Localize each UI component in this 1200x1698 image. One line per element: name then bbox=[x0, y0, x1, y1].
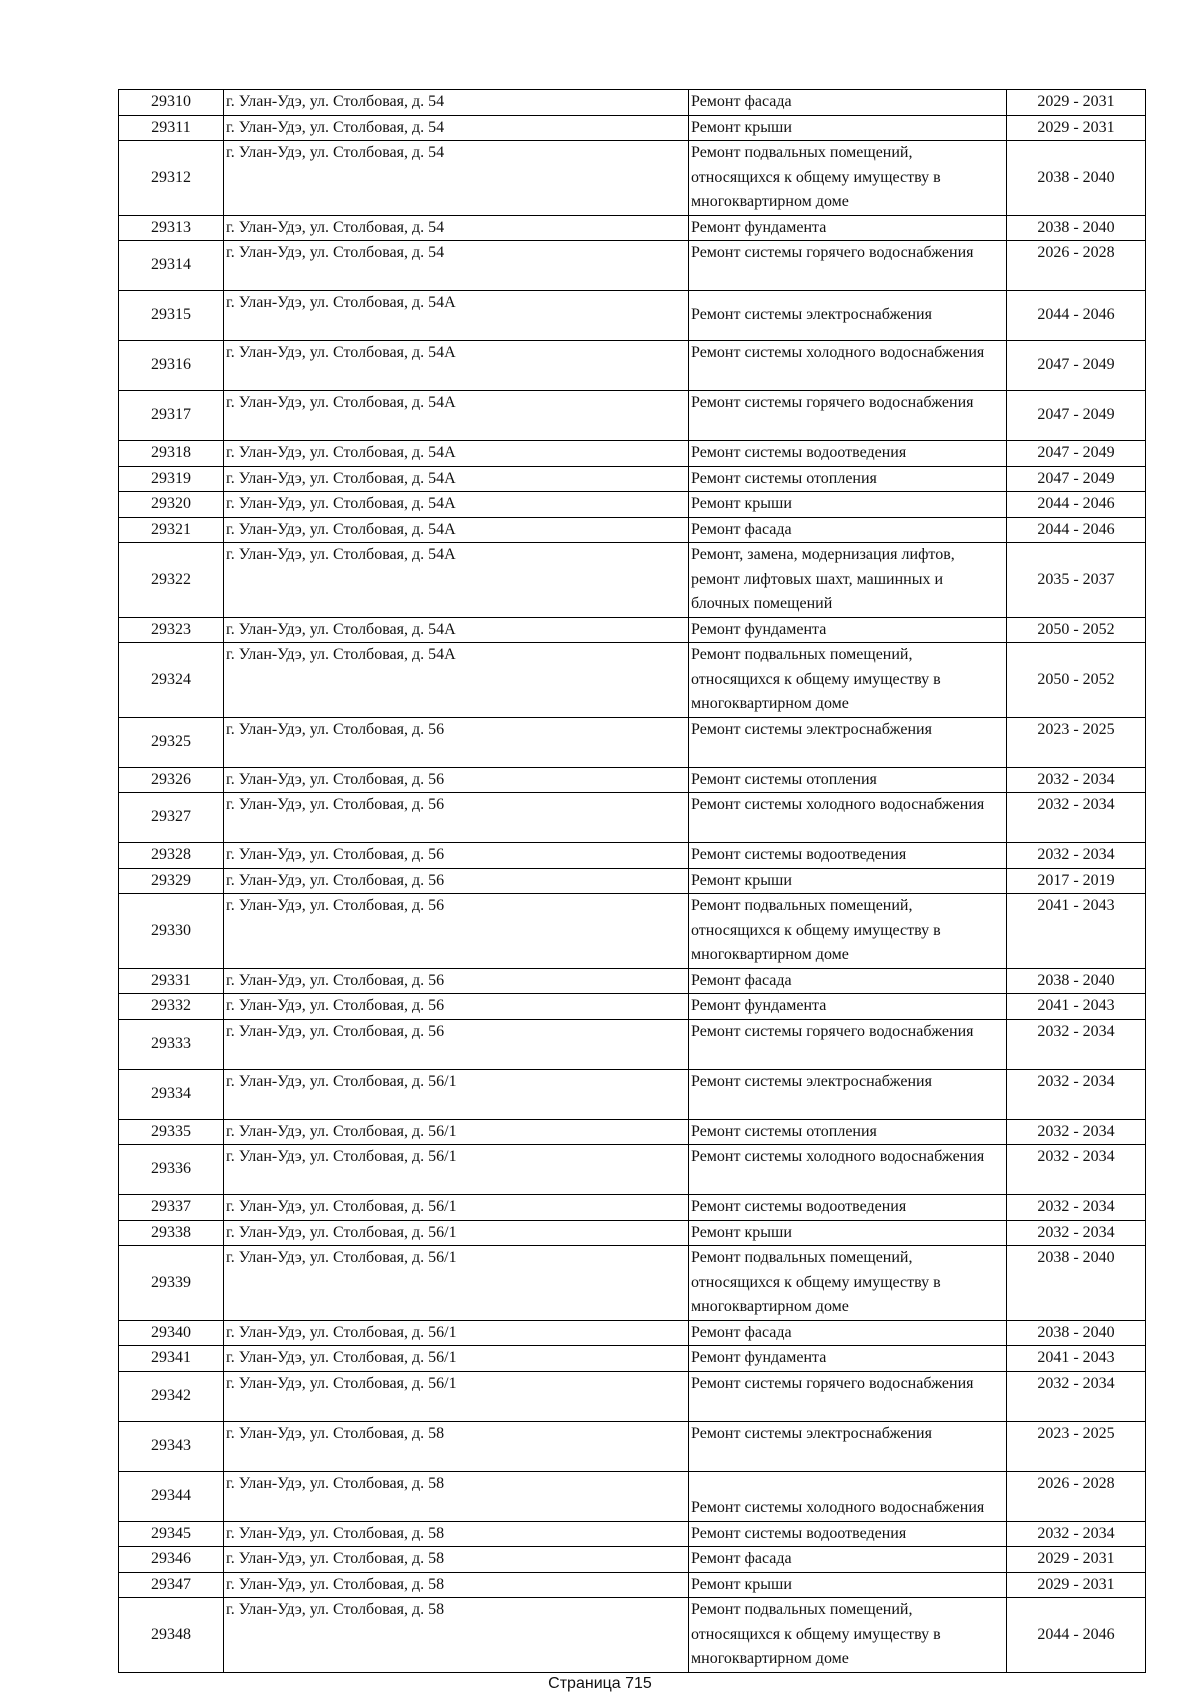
address-cell: г. Улан-Удэ, ул. Столбовая, д. 56 bbox=[224, 994, 689, 1020]
table-row bbox=[119, 291, 1146, 341]
period-cell: 2023 - 2025 bbox=[1007, 717, 1146, 767]
address-cell: г. Улан-Удэ, ул. Столбовая, д. 56/1 bbox=[224, 1371, 689, 1421]
row-number-cell: 29318 bbox=[119, 441, 224, 467]
period-cell: 2047 - 2049 bbox=[1007, 341, 1146, 391]
table-row bbox=[119, 141, 1146, 216]
period-cell: 2047 - 2049 bbox=[1007, 391, 1146, 441]
address-cell: г. Улан-Удэ, ул. Столбовая, д. 54А bbox=[224, 543, 689, 618]
table-row bbox=[119, 1521, 1146, 1547]
row-number-cell: 29316 bbox=[119, 341, 224, 391]
table-row bbox=[119, 1195, 1146, 1221]
row-number-cell: 29345 bbox=[119, 1521, 224, 1547]
period-cell: 2032 - 2034 bbox=[1007, 1019, 1146, 1069]
period-cell: 2038 - 2040 bbox=[1007, 215, 1146, 241]
address-cell: г. Улан-Удэ, ул. Столбовая, д. 58 bbox=[224, 1471, 689, 1521]
table-row bbox=[119, 1346, 1146, 1372]
work-type-cell: Ремонт фундамента bbox=[689, 994, 1007, 1020]
work-type-cell: Ремонт фасада bbox=[689, 1547, 1007, 1573]
row-number-cell: 29311 bbox=[119, 115, 224, 141]
period-cell: 2047 - 2049 bbox=[1007, 466, 1146, 492]
period-cell: 2032 - 2034 bbox=[1007, 1371, 1146, 1421]
address-cell: г. Улан-Удэ, ул. Столбовая, д. 56/1 bbox=[224, 1246, 689, 1321]
address-cell: г. Улан-Удэ, ул. Столбовая, д. 56/1 bbox=[224, 1346, 689, 1372]
table-row bbox=[119, 492, 1146, 518]
table-row bbox=[119, 1246, 1146, 1321]
table-row bbox=[119, 617, 1146, 643]
address-cell: г. Улан-Удэ, ул. Столбовая, д. 54 bbox=[224, 241, 689, 291]
work-type-cell: Ремонт системы водоотведения bbox=[689, 441, 1007, 467]
address-cell: г. Улан-Удэ, ул. Столбовая, д. 56/1 bbox=[224, 1145, 689, 1195]
work-type-cell: Ремонт системы горячего водоснабжения bbox=[689, 391, 1007, 441]
work-type-cell: Ремонт, замена, модернизация лифтов, ремонт лифтовых шахт, машинных и блочных помещений bbox=[689, 543, 1007, 618]
address-cell: г. Улан-Удэ, ул. Столбовая, д. 56/1 bbox=[224, 1069, 689, 1119]
address-cell: г. Улан-Удэ, ул. Столбовая, д. 58 bbox=[224, 1572, 689, 1598]
period-cell: 2032 - 2034 bbox=[1007, 767, 1146, 793]
row-number-cell: 29340 bbox=[119, 1320, 224, 1346]
address-cell: г. Улан-Удэ, ул. Столбовая, д. 54А bbox=[224, 492, 689, 518]
work-type-cell: Ремонт системы горячего водоснабжения bbox=[689, 1019, 1007, 1069]
period-cell: 2032 - 2034 bbox=[1007, 843, 1146, 869]
period-cell: 2050 - 2052 bbox=[1007, 617, 1146, 643]
work-type-cell: Ремонт системы водоотведения bbox=[689, 843, 1007, 869]
period-cell: 2044 - 2046 bbox=[1007, 1598, 1146, 1673]
page-number: Страница 715 bbox=[548, 1675, 652, 1692]
address-cell: г. Улан-Удэ, ул. Столбовая, д. 54 bbox=[224, 215, 689, 241]
row-number-cell: 29348 bbox=[119, 1598, 224, 1673]
address-cell: г. Улан-Удэ, ул. Столбовая, д. 56 bbox=[224, 1019, 689, 1069]
work-type-cell: Ремонт системы водоотведения bbox=[689, 1195, 1007, 1221]
period-cell: 2041 - 2043 bbox=[1007, 1346, 1146, 1372]
work-type-cell: Ремонт фасада bbox=[689, 1320, 1007, 1346]
row-number-cell: 29324 bbox=[119, 643, 224, 718]
work-type-cell: Ремонт системы отопления bbox=[689, 466, 1007, 492]
address-cell: г. Улан-Удэ, ул. Столбовая, д. 54А bbox=[224, 466, 689, 492]
period-cell: 2029 - 2031 bbox=[1007, 1572, 1146, 1598]
table-row bbox=[119, 1019, 1146, 1069]
period-cell: 2038 - 2040 bbox=[1007, 1320, 1146, 1346]
row-number-cell: 29323 bbox=[119, 617, 224, 643]
period-cell: 2032 - 2034 bbox=[1007, 1521, 1146, 1547]
period-cell: 2032 - 2034 bbox=[1007, 793, 1146, 843]
table-row bbox=[119, 466, 1146, 492]
work-type-cell: Ремонт фундамента bbox=[689, 1346, 1007, 1372]
row-number-cell: 29314 bbox=[119, 241, 224, 291]
work-type-cell: Ремонт фундамента bbox=[689, 215, 1007, 241]
period-cell: 2029 - 2031 bbox=[1007, 115, 1146, 141]
row-number-cell: 29333 bbox=[119, 1019, 224, 1069]
address-cell: г. Улан-Удэ, ул. Столбовая, д. 58 bbox=[224, 1598, 689, 1673]
address-cell: г. Улан-Удэ, ул. Столбовая, д. 54 bbox=[224, 141, 689, 216]
period-cell: 2029 - 2031 bbox=[1007, 90, 1146, 116]
period-cell: 2017 - 2019 bbox=[1007, 868, 1146, 894]
row-number-cell: 29335 bbox=[119, 1119, 224, 1145]
address-cell: г. Улан-Удэ, ул. Столбовая, д. 54 bbox=[224, 90, 689, 116]
row-number-cell: 29328 bbox=[119, 843, 224, 869]
table-row bbox=[119, 341, 1146, 391]
table-row bbox=[119, 968, 1146, 994]
address-cell: г. Улан-Удэ, ул. Столбовая, д. 56/1 bbox=[224, 1119, 689, 1145]
address-cell: г. Улан-Удэ, ул. Столбовая, д. 54А bbox=[224, 441, 689, 467]
work-type-cell: Ремонт крыши bbox=[689, 115, 1007, 141]
address-cell: г. Улан-Удэ, ул. Столбовая, д. 56/1 bbox=[224, 1220, 689, 1246]
period-cell: 2032 - 2034 bbox=[1007, 1069, 1146, 1119]
work-type-cell: Ремонт системы отопления bbox=[689, 767, 1007, 793]
address-cell: г. Улан-Удэ, ул. Столбовая, д. 54А bbox=[224, 643, 689, 718]
row-number-cell: 29320 bbox=[119, 492, 224, 518]
table-row bbox=[119, 1119, 1146, 1145]
row-number-cell: 29327 bbox=[119, 793, 224, 843]
table-row bbox=[119, 793, 1146, 843]
table-row bbox=[119, 90, 1146, 116]
work-type-cell: Ремонт системы электроснабжения bbox=[689, 1421, 1007, 1471]
period-cell: 2038 - 2040 bbox=[1007, 141, 1146, 216]
row-number-cell: 29344 bbox=[119, 1471, 224, 1521]
work-type-cell: Ремонт фасада bbox=[689, 517, 1007, 543]
table-row bbox=[119, 894, 1146, 969]
period-cell: 2044 - 2046 bbox=[1007, 517, 1146, 543]
address-cell: г. Улан-Удэ, ул. Столбовая, д. 58 bbox=[224, 1521, 689, 1547]
table-row bbox=[119, 1421, 1146, 1471]
row-number-cell: 29342 bbox=[119, 1371, 224, 1421]
table-row bbox=[119, 1220, 1146, 1246]
address-cell: г. Улан-Удэ, ул. Столбовая, д. 54А bbox=[224, 341, 689, 391]
address-cell: г. Улан-Удэ, ул. Столбовая, д. 56 bbox=[224, 868, 689, 894]
row-number-cell: 29319 bbox=[119, 466, 224, 492]
work-type-cell: Ремонт системы холодного водоснабжения bbox=[689, 1471, 1007, 1521]
table-row bbox=[119, 1320, 1146, 1346]
address-cell: г. Улан-Удэ, ул. Столбовая, д. 56/1 bbox=[224, 1195, 689, 1221]
work-type-cell: Ремонт подвальных помещений, относящихся к общему имуществу в многоквартирном доме bbox=[689, 1598, 1007, 1673]
repair-schedule-table bbox=[118, 89, 1146, 1673]
work-type-cell: Ремонт подвальных помещений, относящихся к общему имуществу в многоквартирном доме bbox=[689, 643, 1007, 718]
table-row bbox=[119, 868, 1146, 894]
work-type-cell: Ремонт системы водоотведения bbox=[689, 1521, 1007, 1547]
address-cell: г. Улан-Удэ, ул. Столбовая, д. 54А bbox=[224, 291, 689, 341]
row-number-cell: 29332 bbox=[119, 994, 224, 1020]
work-type-cell: Ремонт подвальных помещений, относящихся к общему имуществу в многоквартирном доме bbox=[689, 1246, 1007, 1321]
table-body bbox=[119, 90, 1146, 1673]
row-number-cell: 29331 bbox=[119, 968, 224, 994]
address-cell: г. Улан-Удэ, ул. Столбовая, д. 54 bbox=[224, 115, 689, 141]
period-cell: 2032 - 2034 bbox=[1007, 1220, 1146, 1246]
period-cell: 2038 - 2040 bbox=[1007, 1246, 1146, 1321]
address-cell: г. Улан-Удэ, ул. Столбовая, д. 56 bbox=[224, 717, 689, 767]
table-row bbox=[119, 1069, 1146, 1119]
row-number-cell: 29338 bbox=[119, 1220, 224, 1246]
row-number-cell: 29330 bbox=[119, 894, 224, 969]
table-row bbox=[119, 517, 1146, 543]
row-number-cell: 29315 bbox=[119, 291, 224, 341]
period-cell: 2023 - 2025 bbox=[1007, 1421, 1146, 1471]
work-type-cell: Ремонт системы горячего водоснабжения bbox=[689, 241, 1007, 291]
table-row bbox=[119, 441, 1146, 467]
work-type-cell: Ремонт крыши bbox=[689, 492, 1007, 518]
table-row bbox=[119, 994, 1146, 1020]
table-row bbox=[119, 1471, 1146, 1521]
row-number-cell: 29346 bbox=[119, 1547, 224, 1573]
row-number-cell: 29317 bbox=[119, 391, 224, 441]
work-type-cell: Ремонт системы электроснабжения bbox=[689, 717, 1007, 767]
work-type-cell: Ремонт системы горячего водоснабжения bbox=[689, 1371, 1007, 1421]
table-row bbox=[119, 241, 1146, 291]
address-cell: г. Улан-Удэ, ул. Столбовая, д. 54А bbox=[224, 517, 689, 543]
row-number-cell: 29325 bbox=[119, 717, 224, 767]
row-number-cell: 29341 bbox=[119, 1346, 224, 1372]
work-type-cell: Ремонт системы холодного водоснабжения bbox=[689, 341, 1007, 391]
address-cell: г. Улан-Удэ, ул. Столбовая, д. 56 bbox=[224, 767, 689, 793]
period-cell: 2032 - 2034 bbox=[1007, 1195, 1146, 1221]
table-row bbox=[119, 1145, 1146, 1195]
period-cell: 2041 - 2043 bbox=[1007, 894, 1146, 969]
work-type-cell: Ремонт подвальных помещений, относящихся к общему имуществу в многоквартирном доме bbox=[689, 894, 1007, 969]
period-cell: 2032 - 2034 bbox=[1007, 1119, 1146, 1145]
period-cell: 2044 - 2046 bbox=[1007, 291, 1146, 341]
period-cell: 2050 - 2052 bbox=[1007, 643, 1146, 718]
period-cell: 2038 - 2040 bbox=[1007, 968, 1146, 994]
work-type-cell: Ремонт системы отопления bbox=[689, 1119, 1007, 1145]
row-number-cell: 29336 bbox=[119, 1145, 224, 1195]
work-type-cell: Ремонт крыши bbox=[689, 1572, 1007, 1598]
table-row bbox=[119, 1371, 1146, 1421]
row-number-cell: 29347 bbox=[119, 1572, 224, 1598]
row-number-cell: 29339 bbox=[119, 1246, 224, 1321]
period-cell: 2041 - 2043 bbox=[1007, 994, 1146, 1020]
row-number-cell: 29322 bbox=[119, 543, 224, 618]
table-row bbox=[119, 115, 1146, 141]
row-number-cell: 29337 bbox=[119, 1195, 224, 1221]
work-type-cell: Ремонт системы электроснабжения bbox=[689, 291, 1007, 341]
period-cell: 2026 - 2028 bbox=[1007, 241, 1146, 291]
work-type-cell: Ремонт фасада bbox=[689, 90, 1007, 116]
table-row bbox=[119, 843, 1146, 869]
work-type-cell: Ремонт системы холодного водоснабжения bbox=[689, 1145, 1007, 1195]
table-row bbox=[119, 1598, 1146, 1673]
row-number-cell: 29321 bbox=[119, 517, 224, 543]
table-row bbox=[119, 1547, 1146, 1573]
row-number-cell: 29326 bbox=[119, 767, 224, 793]
work-type-cell: Ремонт фундамента bbox=[689, 617, 1007, 643]
table-row bbox=[119, 391, 1146, 441]
row-number-cell: 29329 bbox=[119, 868, 224, 894]
address-cell: г. Улан-Удэ, ул. Столбовая, д. 58 bbox=[224, 1547, 689, 1573]
row-number-cell: 29313 bbox=[119, 215, 224, 241]
row-number-cell: 29343 bbox=[119, 1421, 224, 1471]
address-cell: г. Улан-Удэ, ул. Столбовая, д. 54А bbox=[224, 391, 689, 441]
address-cell: г. Улан-Удэ, ул. Столбовая, д. 56 bbox=[224, 968, 689, 994]
period-cell: 2044 - 2046 bbox=[1007, 492, 1146, 518]
work-type-cell: Ремонт системы холодного водоснабжения bbox=[689, 793, 1007, 843]
period-cell: 2026 - 2028 bbox=[1007, 1471, 1146, 1521]
table-row bbox=[119, 643, 1146, 718]
address-cell: г. Улан-Удэ, ул. Столбовая, д. 56 bbox=[224, 843, 689, 869]
work-type-cell: Ремонт крыши bbox=[689, 1220, 1007, 1246]
period-cell: 2032 - 2034 bbox=[1007, 1145, 1146, 1195]
address-cell: г. Улан-Удэ, ул. Столбовая, д. 54А bbox=[224, 617, 689, 643]
address-cell: г. Улан-Удэ, ул. Столбовая, д. 58 bbox=[224, 1421, 689, 1471]
table-row bbox=[119, 215, 1146, 241]
table-row bbox=[119, 717, 1146, 767]
address-cell: г. Улан-Удэ, ул. Столбовая, д. 56/1 bbox=[224, 1320, 689, 1346]
row-number-cell: 29334 bbox=[119, 1069, 224, 1119]
work-type-cell: Ремонт системы электроснабжения bbox=[689, 1069, 1007, 1119]
table-row bbox=[119, 767, 1146, 793]
table-row bbox=[119, 1572, 1146, 1598]
row-number-cell: 29312 bbox=[119, 141, 224, 216]
period-cell: 2029 - 2031 bbox=[1007, 1547, 1146, 1573]
work-type-cell: Ремонт крыши bbox=[689, 868, 1007, 894]
row-number-cell: 29310 bbox=[119, 90, 224, 116]
address-cell: г. Улан-Удэ, ул. Столбовая, д. 56 bbox=[224, 894, 689, 969]
work-type-cell: Ремонт подвальных помещений, относящихся к общему имуществу в многоквартирном доме bbox=[689, 141, 1007, 216]
period-cell: 2047 - 2049 bbox=[1007, 441, 1146, 467]
period-cell: 2035 - 2037 bbox=[1007, 543, 1146, 618]
address-cell: г. Улан-Удэ, ул. Столбовая, д. 56 bbox=[224, 793, 689, 843]
table-row bbox=[119, 543, 1146, 618]
work-type-cell: Ремонт фасада bbox=[689, 968, 1007, 994]
